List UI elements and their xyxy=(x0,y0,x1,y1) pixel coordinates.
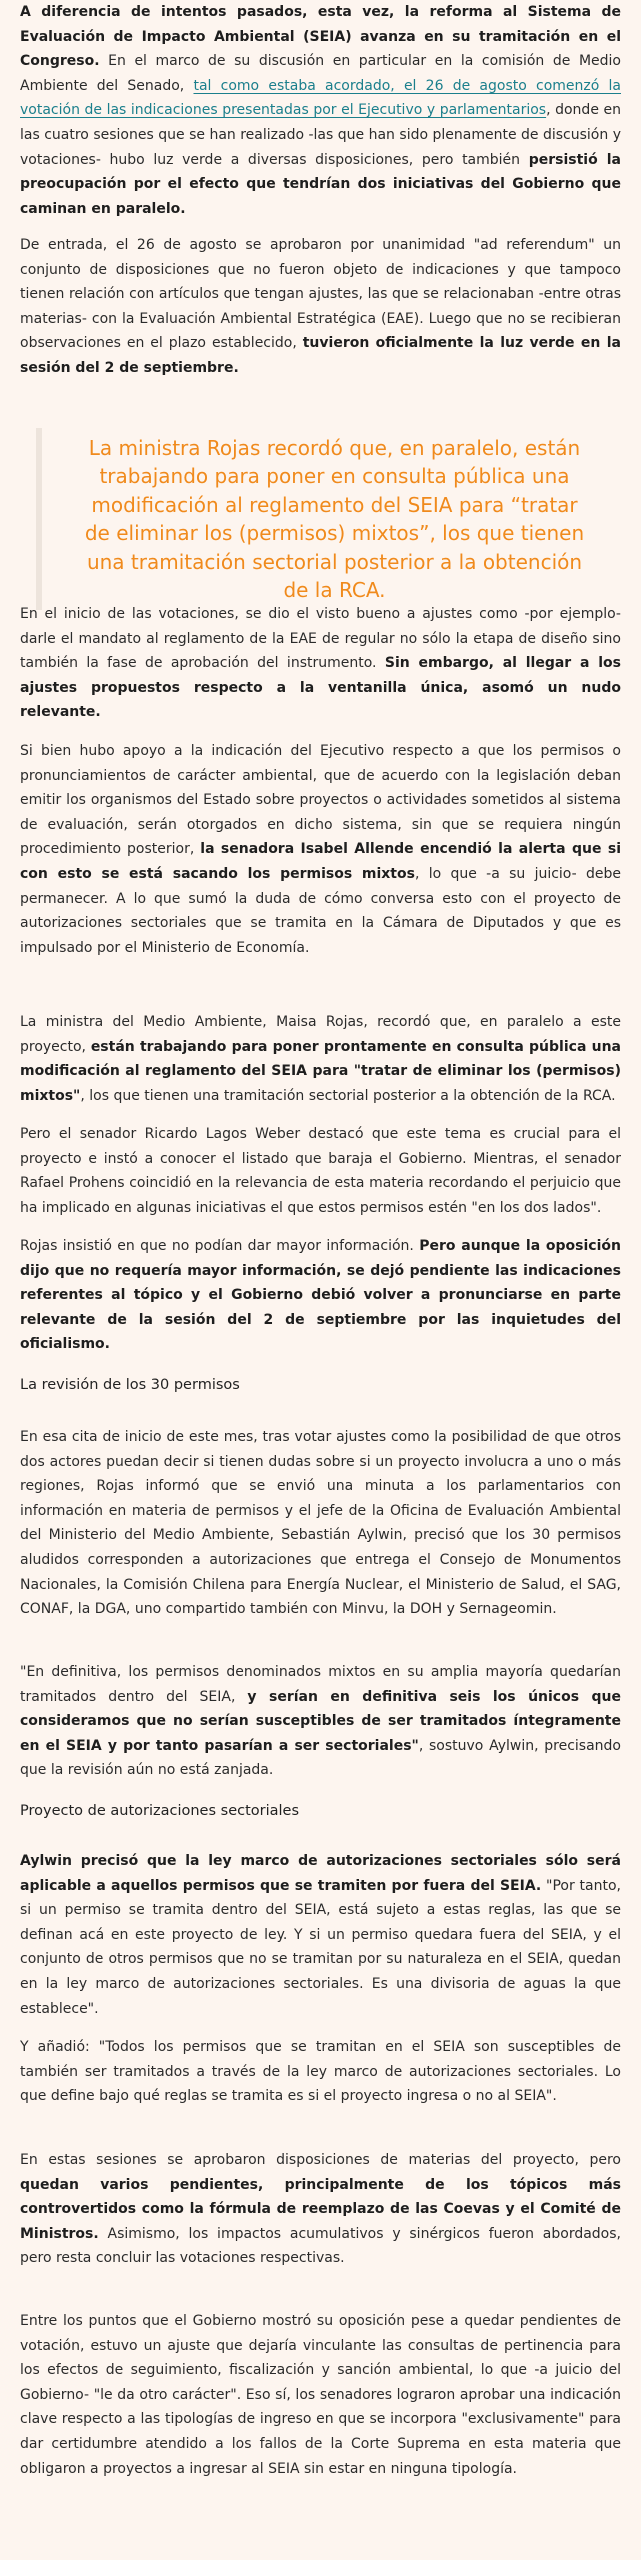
rojas-insistio-text: Rojas insistió en que no podían dar mayor información. xyxy=(20,1238,420,1254)
ley-marco-text: "Por tanto, si un permiso se tramita dentro del SEIA, está sujeto a estas reglas, las que se definan acá en este proyecto de ley. Y si un permiso quedara fuera del SEIA, y el conjunto de otros permisos que no se tramitan por su naturaleza en el SEIA, quedan en la ley marco de autorizaciones sectoriales. Es una divisoria de aguas la que establece". xyxy=(20,1877,621,2017)
paragraph-permisos-mixtos xyxy=(20,739,621,960)
intro-bold-close: persistió la preocupación por el efecto que tendrían dos iniciativas del Gobierno que caminan en paralelo. xyxy=(20,151,621,217)
permisos-mixtos-text-2: , lo que -a su juicio- debe permanecer. A lo que sumó la duda de cómo conversa esto con el proyecto de autorizaciones sectoriales que se tramita en la Cámara de Diputados y que es impulsado por el Ministerio de Economía. xyxy=(20,865,621,956)
intro-bold-lead: A diferencia de intentos pasados, esta vez, la reforma al Sistema de Evaluación de Impacto Ambiental (SEIA) avanza en su tramitación en el Congreso. xyxy=(20,4,621,70)
inicio-votaciones-text: En el inicio de las votaciones, se dio el visto bueno a ajustes como -por ejemplo- darle el mandato al reglamento de la EAE de regular no sólo la etapa de diseño sino también la fase de aprobación del instrumento. xyxy=(20,606,621,672)
sesiones-pendientes-bold: quedan varios pendientes, principalmente de los tópicos más controvertidos como la fórmula de reemplazo de las Coevas y el Comité de Ministros. xyxy=(20,2176,621,2242)
anadio-text: Y añadió: "Todos los permisos que se tramitan en el SEIA son susceptibles de también ser tramitados a través de la ley marco de autorizaciones sectoriales. Lo que define bajo qué reglas se tramita es si el proyecto ingresa o no al SEIA". xyxy=(20,2039,621,2105)
sesiones-pendientes-text: En estas sesiones se aprobaron disposiciones de materias del proyecto, pero xyxy=(20,2152,621,2168)
permisos-mixtos-text: Si bien hubo apoyo a la indicación del Ejecutivo respecto a que los permisos o pronunciamientos de carácter ambiental, que de acuerdo con la legislación deban emitir los organismos del Estado sobre proyectos o actividades sometidos al sistema de evaluación, serán otorgados en dicho sistema, sin que se requiera ningún procedimiento posterior, xyxy=(20,743,621,858)
paragraph-oposicion-gobierno xyxy=(20,2309,621,2481)
intro-text: En el marco de su discusión en particular en la comisión de Medio Ambiente del Senado, xyxy=(20,53,621,94)
paragraph-intro xyxy=(20,0,621,221)
paragraph-anadio xyxy=(20,2035,621,2109)
paragraph-ministra-rojas xyxy=(20,1010,621,1108)
paragraph-rojas-insistio xyxy=(20,1234,621,1357)
lagos-weber-text: Pero el senador Ricardo Lagos Weber destacó que este tema es crucial para el proyecto e instó a conocer el listado que baraja el Gobierno. Mientras, el senador Rafael Prohens coincidió en la relevancia de esta materia recordando el perjuicio que ha implicado en algunas iniciativas el que estos permisos estén "en los dos lados". xyxy=(20,1126,621,1216)
permisos-mixtos-bold: la senadora Isabel Allende encendió la alerta que si con esto se está sacando los permisos mixtos xyxy=(20,841,621,882)
intro-text-2: , donde en las cuatro sesiones que se han realizado -las que han sido plenamente de discusión y votaciones- hubo luz verde a diversas disposiciones, pero también xyxy=(20,102,621,168)
paragraph-ley-marco xyxy=(20,1849,621,2021)
paragraph-lagos-weber xyxy=(20,1122,621,1220)
aylwin-definitiva-bold: y serían en definitiva seis los únicos que consideramos que no serían susceptibles de ser tramitados íntegramente en el SEIA y por tanto pasarían a ser sectoriales" xyxy=(20,1688,621,1754)
ley-marco-bold: Aylwin precisó que la ley marco de autorizaciones sectoriales sólo será aplicable a aquellos permisos que se tramiten por fuera del SEIA. xyxy=(20,1853,621,1894)
rojas-insistio-bold: Pero aunque la oposición dijo que no requería mayor información, se dejó pendiente las indicaciones referentes al tópico y el Gobierno debió volver a pronunciarse en parte relevante de la sesión del 2 de septiembre por las inquietudes del oficialismo. xyxy=(20,1238,621,1353)
ministra-rojas-text: La ministra del Medio Ambiente, Maisa Rojas, recordó que, en paralelo a este proyecto, xyxy=(20,1014,621,1055)
section-heading-text: La revisión de los 30 permisos xyxy=(20,1377,240,1393)
pull-quote xyxy=(36,428,621,610)
cita-inicio-text: En esa cita de inicio de este mes, tras votar ajustes como la posibilidad de que otros dos actores puedan decir si tienen dudas sobre si un proyecto involucra a uno o más regiones, Rojas informó que se envió una minuta a los parlamentarios con información en materia de permisos y el jefe de la Oficina de Evaluación Ambiental del Ministerio del Medio Ambiente, Sebastián Aylwin, precisó que los 30 permisos aludidos corresponden a autorizaciones que entrega el Consejo de Monumentos Nacionales, la Comisión Chilena para Energía Nuclear, el Ministerio de Salud, el SAG, CONAF, la DGA, uno compartido también con Minvu, la DOH y Sernageomin. xyxy=(20,1429,621,1618)
ministra-rojas-bold: están trabajando para poner prontamente en consulta pública una modificación al reglamento del SEIA para "tratar de eliminar los (permisos) mixtos" xyxy=(20,1038,621,1104)
paragraph-ad-referendum xyxy=(20,233,621,381)
section-heading-text-2: Proyecto de autorizaciones sectoriales xyxy=(20,1803,300,1819)
ministra-rojas-text-2: , los que tienen una tramitación sectorial posterior a la obtención de la RCA. xyxy=(80,1087,616,1104)
paragraph-inicio-votaciones xyxy=(20,602,621,725)
oposicion-gobierno-text: Entre los puntos que el Gobierno mostró su oposición pese a quedar pendientes de votación, estuvo un ajuste que dejaría vinculante las consultas de pertinencia para los efectos de seguimiento, fiscalización y sanción ambiental, lo que -a juicio del Gobierno- "le da otro carácter". Eso sí, los senadores lograron aprobar una indicación clave respecto a las tipologías de ingreso en que se incorpora "exclusivamente" para dar certidumbre atendido a los fallos de la Corte Suprema en esta materia que obligaron a proyectos a ingresar al SEIA sin estar en ninguna tipología. xyxy=(20,2313,621,2477)
paragraph-sesiones-pendientes xyxy=(20,2148,621,2271)
votacion-indicaciones-link[interactable]: tal como estaba acordado, el 26 de agosto comenzó la votación de las indicaciones presentadas por el Ejecutivo y parlamentarios xyxy=(20,77,621,119)
ad-referendum-bold: tuvieron oficialmente la luz verde en la sesión del 2 de septiembre. xyxy=(20,335,621,376)
aylwin-definitiva-text: "En definitiva, los permisos denominados mixtos en su amplia mayoría quedarían tramitados dentro del SEIA, xyxy=(20,1664,621,1705)
ad-referendum-text: De entrada, el 26 de agosto se aprobaron por unanimidad "ad referendum" un conjunto de disposiciones que no fueron objeto de indicaciones y que tampoco tienen relación con artículos que tengan ajustes, las que se relacionaban -entre otras materias- con la Evaluación Ambiental Estratégica (EAE). Luego que no se recibieran observaciones en el plazo establecido, xyxy=(20,237,621,352)
inicio-votaciones-bold: Sin embargo, al llegar a los ajustes propuestos respecto a la ventanilla única, asomó un nudo relevante. xyxy=(20,655,621,721)
section-heading-30-permisos xyxy=(20,1373,621,1397)
section-heading-autorizaciones xyxy=(20,1799,621,1823)
paragraph-cita-inicio xyxy=(20,1425,621,1622)
sesiones-pendientes-text-2: Asimismo, los impactos acumulativos y sinérgicos fueron abordados, pero resta concluir las votaciones respectivas. xyxy=(20,2225,621,2267)
aylwin-definitiva-text-2: , sostuvo Aylwin, precisando que la revisión aún no está zanjada. xyxy=(20,1737,621,1779)
pull-quote-text: La ministra Rojas recordó que, en paralelo, están trabajando para poner en consulta pública una modificación al reglamento del SEIA para “tratar de eliminar los (permisos) mixtos”, los que tienen una tramitación sectorial posterior a la obtención de la RCA. xyxy=(84,436,585,603)
paragraph-aylwin-definitiva xyxy=(20,1660,621,1783)
